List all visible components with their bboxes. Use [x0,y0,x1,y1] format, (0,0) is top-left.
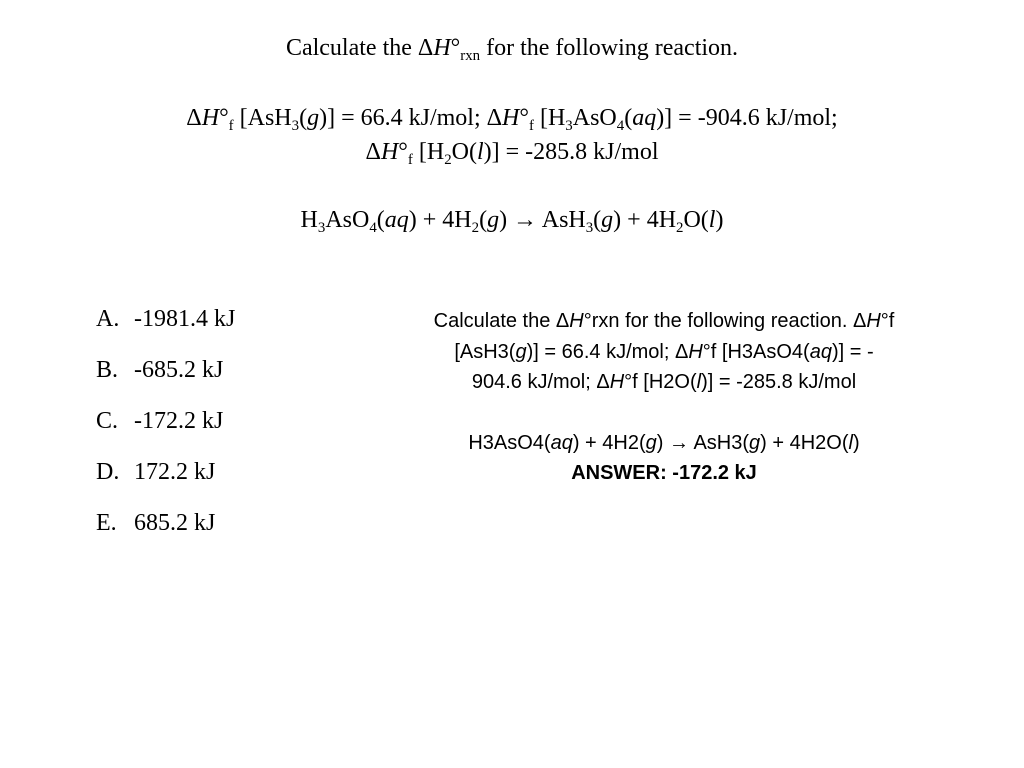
choice-letter: B. [96,357,119,383]
given-enthalpies-line-2: $\Delta H^\circ_f$ $[H_2O(l)] = -285.8$ kJ/mol [365,139,659,169]
choice-text: -172.2 kJ [134,408,224,434]
choice-b[interactable] [96,357,235,408]
choice-text: -1981.4 kJ [134,306,236,332]
reaction-equation: $H_3AsO_4(aq) + 4H_2(g) \to AsH_3(g) + 4H_2O(l)$ [300,207,724,237]
choice-c[interactable] [96,408,235,459]
explanation-panel [358,306,970,489]
choice-e[interactable] [96,510,235,561]
choice-text: 172.2 kJ [134,459,216,485]
explanation-line-2: [AsH3(g)] = 66.4 kJ/mol; ΔH°f [H3AsO4(aq)] = - [454,340,874,363]
explanation-equation: H3AsO4(aq) + 4H2(g) → AsH3(g) + 4H2O(l) [468,431,860,454]
choice-a[interactable] [96,306,235,357]
choice-d[interactable] [96,459,235,510]
choice-text: 685.2 kJ [134,510,216,536]
choice-letter: A. [96,306,120,332]
answer-text: ANSWER: -172.2 kJ [571,462,757,484]
explanation-line-1: Calculate the ΔH°rxn for the following reaction. ΔH°f [433,310,895,332]
choice-letter: D. [96,459,120,485]
answer-choices [96,306,235,561]
choice-letter: C. [96,408,119,434]
explanation-line-3: 904.6 kJ/mol; ΔH°f [H2O(l)] = -285.8 kJ/mol [471,371,857,393]
choice-text: -685.2 kJ [134,357,224,383]
choice-letter: E. [96,510,117,536]
given-enthalpies-line-1: $\Delta H^\circ_f$ [AsH$_3$(g)] = 66.4 kJ/mol; $\Delta H^\circ_f$ $[H_3AsO_4(aq)] = -904.6$ kJ/mol; [186,105,838,135]
question-title: Calculate the $\Delta H^\circ_{rxn}$ for the following reaction. [285,35,739,65]
